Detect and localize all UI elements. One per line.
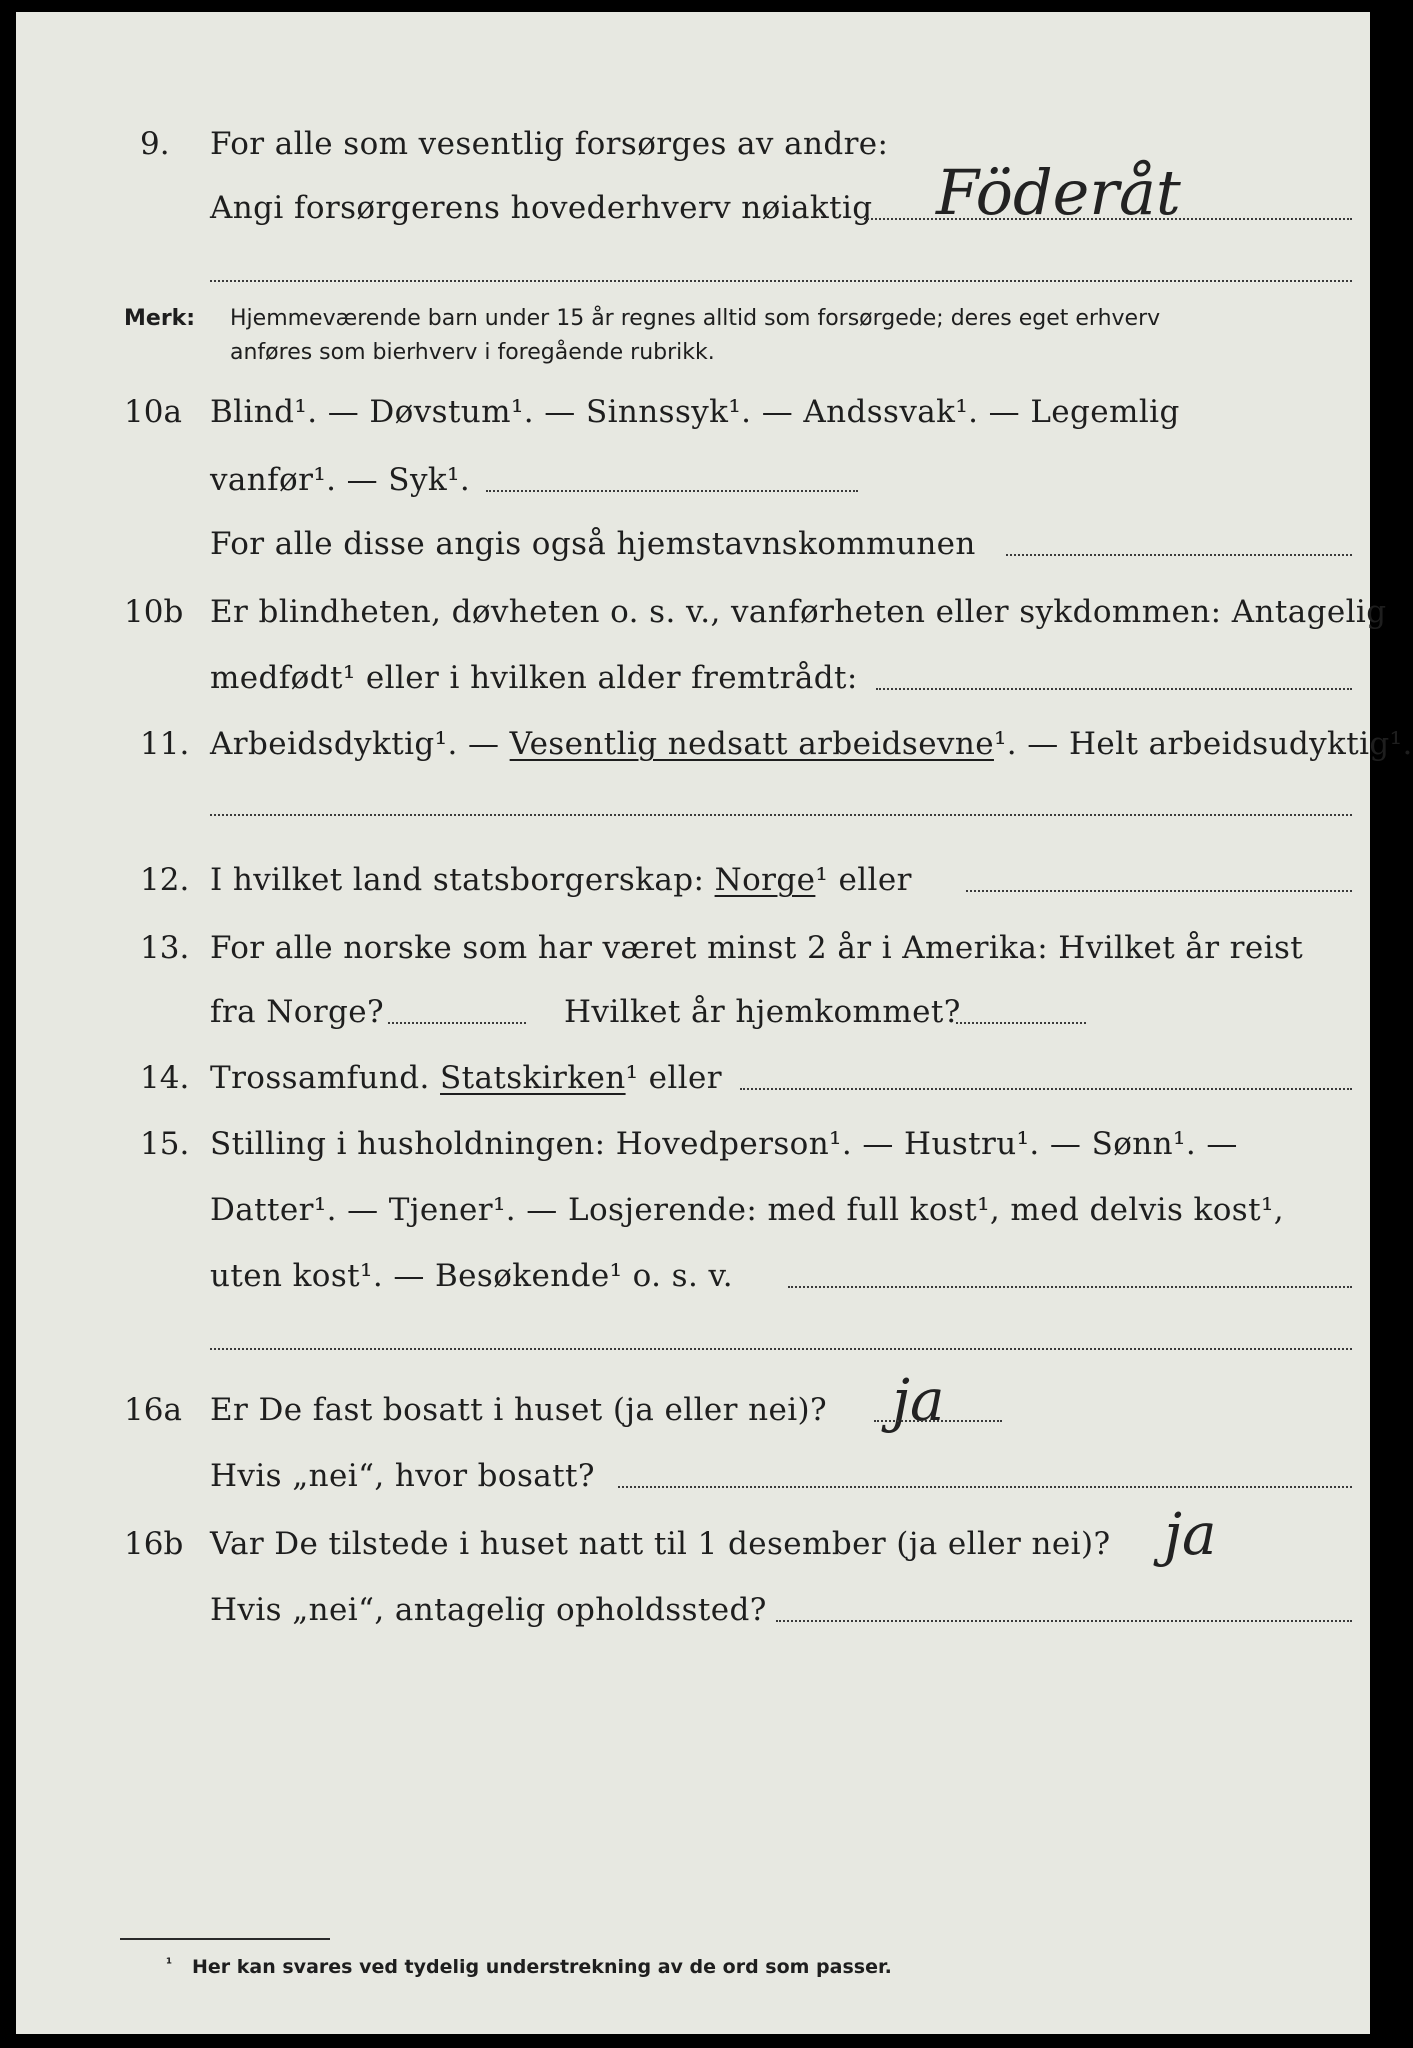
q16a-answer-line (874, 1420, 1002, 1422)
q12-answer-line (966, 890, 1352, 892)
q9-handwritten-answer: Föderåt (936, 156, 1181, 229)
footnote-rule (120, 1938, 330, 1940)
q14-text-b: ¹ eller (625, 1060, 722, 1096)
q16b-line1: Var De tilstede i huset natt til 1 desember (ja eller nei)? (210, 1526, 1111, 1562)
item-number-10b: 10b (124, 594, 184, 630)
merk-line2: anføres som bierhverv i foregående rubrikk. (230, 340, 715, 365)
item-number-11: 11. (140, 726, 190, 762)
merk-line1: Hjemmeværende barn under 15 år regnes alltid som forsørgede; deres eget erhverv (230, 306, 1161, 331)
q9-line2: Angi forsørgerens hovederhverv nøiaktig (210, 190, 873, 226)
q13-line2b: Hvilket år hjemkommet? (564, 994, 961, 1030)
q10b-answer-line (876, 688, 1352, 690)
q10b-line2: medfødt¹ eller i hvilken alder fremtrådt: (210, 660, 858, 696)
q14-line (210, 1058, 722, 1098)
q10a-hometown-line (1006, 554, 1352, 556)
q16b-handwritten-answer: ja (1164, 1500, 1217, 1568)
item-number-15: 15. (140, 1126, 190, 1162)
footnote-text: Her kan svares ved tydelig understrekning av de ord som passer. (192, 1956, 892, 1978)
q10a-line1: Blind¹. — Døvstum¹. — Sinnssyk¹. — Andssvak¹. — Legemlig (210, 394, 1180, 430)
item-number-16b: 16b (124, 1526, 184, 1562)
q13-departure-line (388, 1022, 526, 1024)
q12-underlined-answer: Norge (714, 862, 816, 898)
q11-line (210, 724, 1413, 764)
item-number-14: 14. (140, 1060, 190, 1096)
item-number-10a: 10a (124, 394, 182, 430)
q13-line1: For alle norske som har været minst 2 år i Amerika: Hvilket år reist (210, 930, 1304, 966)
q10b-line1: Er blindheten, døvheten o. s. v., vanførheten eller sykdommen: Antagelig (210, 594, 1387, 630)
q16a-line2: Hvis „nei“, hvor bosatt? (210, 1458, 595, 1494)
q12-text-a: I hvilket land statsborgerskap: (210, 862, 715, 898)
q11-extra-line (210, 814, 1352, 816)
q14-answer-line (740, 1088, 1352, 1090)
q13-line2a: fra Norge? (210, 994, 385, 1030)
item-number-12: 12. (140, 862, 190, 898)
q15-answer-line (788, 1286, 1352, 1288)
census-form-page (16, 12, 1413, 2034)
q9-line1: For alle som vesentlig forsørges av andre: (210, 126, 889, 162)
q11-text-a: Arbeidsdyktig¹. — (210, 726, 510, 762)
q15-line3: uten kost¹. — Besøkende¹ o. s. v. (210, 1258, 733, 1294)
item-number-16a: 16a (124, 1392, 182, 1428)
q16a-line1: Er De fast bosatt i huset (ja eller nei)? (210, 1392, 828, 1428)
q15-extra-line (210, 1348, 1352, 1350)
q16a-handwritten-answer: ja (892, 1366, 945, 1434)
q12-line (210, 860, 912, 900)
q10a-line3: For alle disse angis også hjemstavnskommunen (210, 526, 976, 562)
q16b-line2: Hvis „nei“, antagelig opholdssted? (210, 1592, 767, 1628)
q15-line1: Stilling i husholdningen: Hovedperson¹. — Hustru¹. — Sønn¹. — (210, 1126, 1238, 1162)
q14-text-a: Trossamfund. (210, 1060, 441, 1096)
item-number-13: 13. (140, 930, 190, 966)
q11-underlined-answer: Vesentlig nedsatt arbeidsevne (509, 726, 994, 762)
footnote-mark: ¹ (166, 1956, 173, 1972)
q14-underlined-answer: Statskirken (440, 1060, 626, 1096)
q16a-residence-line (618, 1486, 1352, 1488)
q10a-answer-line (486, 490, 858, 492)
q9-extra-line (210, 280, 1352, 282)
q15-line2: Datter¹. — Tjener¹. — Losjerende: med full kost¹, med delvis kost¹, (210, 1192, 1285, 1228)
q12-text-b: ¹ eller (815, 862, 912, 898)
q11-text-b: ¹. — Helt arbeidsudyktig¹. (993, 726, 1413, 762)
merk-label: Merk: (124, 306, 196, 331)
q13-return-line (956, 1022, 1086, 1024)
item-number-9: 9. (140, 126, 170, 162)
q16b-location-line (776, 1620, 1352, 1622)
q10a-line2: vanfør¹. — Syk¹. (210, 462, 471, 498)
